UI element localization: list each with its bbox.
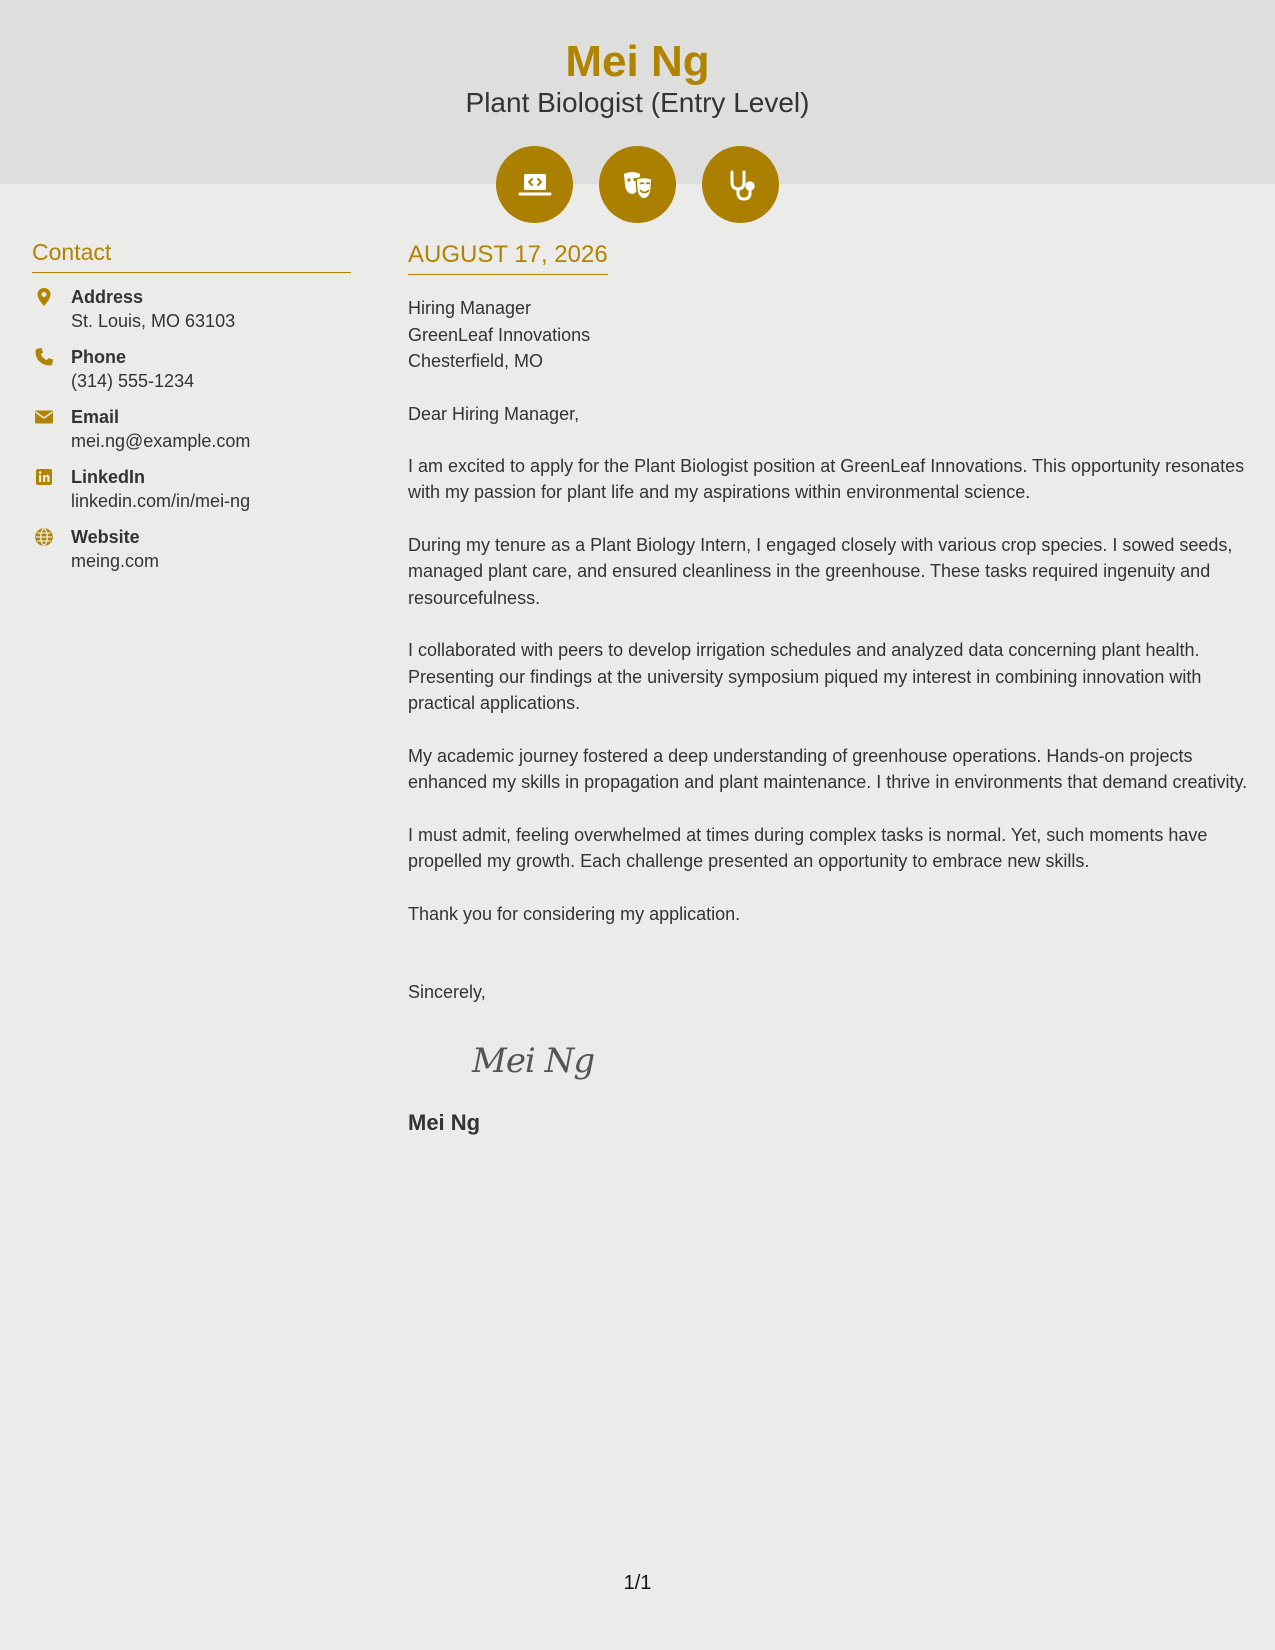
stethoscope-icon — [702, 146, 779, 223]
page-number: 1/1 — [623, 1572, 652, 1594]
letter-paragraph: I must admit, feeling overwhelmed at times during complex tasks is normal. Yet, such moments have propelled my growth. Each challenge presented an opportunity to embrace new skills. — [408, 824, 1208, 871]
laptop-code-icon — [496, 146, 573, 223]
phone-icon — [34, 347, 54, 367]
handwritten-signature: Mei Ng — [472, 1041, 595, 1081]
contact-value: linkedin.com/in/mei-ng — [71, 491, 251, 511]
theater-masks-icon — [599, 146, 676, 223]
contact-phone — [32, 345, 351, 393]
contact-website — [32, 525, 351, 573]
closing: Sincerely, — [408, 982, 486, 1002]
contact-linkedin — [32, 465, 351, 513]
recipient-block — [408, 295, 1253, 375]
contact-value: (314) 555-1234 — [71, 371, 195, 391]
contact-email — [32, 405, 351, 453]
applicant-name: Mei Ng — [565, 37, 710, 86]
contact-sidebar — [32, 236, 351, 573]
contact-heading: Contact — [32, 236, 351, 273]
contact-label: Website — [71, 527, 140, 547]
letter-body — [408, 238, 1253, 1137]
contact-label: Address — [71, 287, 144, 307]
recipient-line: Chesterfield, MO — [408, 351, 544, 371]
letter-paragraph: During my tenure as a Plant Biology Intern, I engaged closely with various crop species. I sowed seeds, managed plant care, and ensured cleanliness in the greenhouse. These tasks required ingenuity and resourcefulness. — [408, 534, 1233, 608]
contact-value: mei.ng@example.com — [71, 431, 251, 451]
contact-value: meing.com — [71, 551, 160, 571]
contact-value: St. Louis, MO 63103 — [71, 311, 236, 331]
recipient-line: Hiring Manager — [408, 298, 532, 318]
contact-label: Phone — [71, 347, 127, 367]
recipient-line: GreenLeaf Innovations — [408, 324, 591, 345]
signed-name: Mei Ng — [408, 1110, 481, 1135]
linkedin-icon — [34, 467, 54, 487]
greeting: Dear Hiring Manager, — [408, 403, 580, 424]
map-pin-icon — [34, 287, 54, 307]
letter-paragraph: Thank you for considering my application. — [408, 903, 741, 924]
envelope-icon — [34, 407, 54, 427]
contact-label: Email — [71, 407, 120, 427]
interest-icons — [0, 146, 1275, 222]
job-title: Plant Biologist (Entry Level) — [465, 87, 810, 118]
globe-icon — [34, 527, 54, 547]
letter-date: AUGUST 17, 2026 — [408, 238, 608, 275]
letter-paragraph: I collaborated with peers to develop irrigation schedules and analyzed data concerning plant health. Presenting our findings at the university symposium piqued my interest in combining innovation with practical applications. — [408, 640, 1202, 713]
letter-paragraph: My academic journey fostered a deep understanding of greenhouse operations. Hands-on projects enhanced my skills in propagation and plant maintenance. I thrive in environments that demand creativity. — [408, 745, 1248, 792]
contact-address — [32, 285, 351, 333]
contact-label: LinkedIn — [71, 467, 146, 487]
letter-paragraph: I am excited to apply for the Plant Biologist position at GreenLeaf Innovations. This opportunity resonates with my passion for plant life and my aspirations within environmental science. — [408, 455, 1245, 502]
